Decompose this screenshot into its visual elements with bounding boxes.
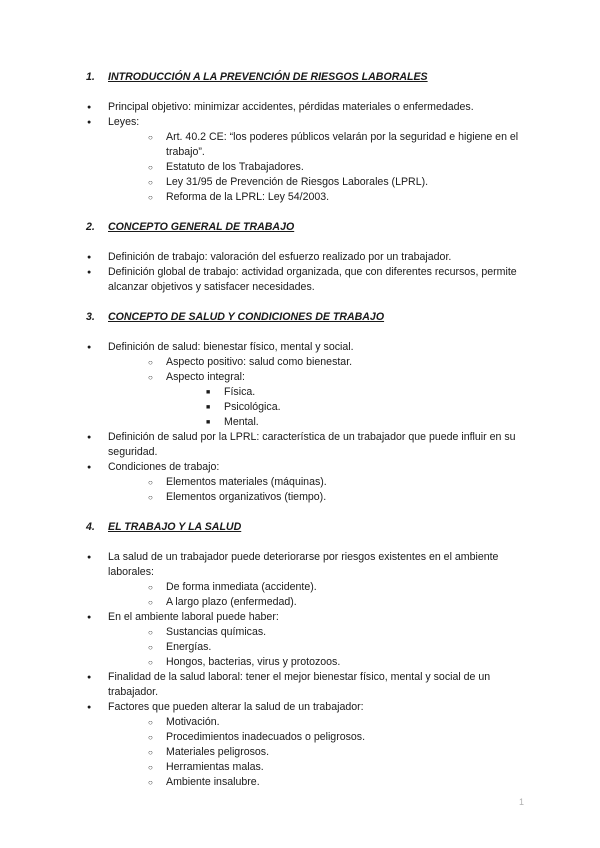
sub-list: [129, 130, 526, 205]
list-item: ● Finalidad de la salud laboral: tener el mejor bienestar físico, mental y social de un trabajador.: [86, 670, 526, 700]
list-item: ● Factores que pueden alterar la salud de un trabajador: ○ Motivación. ○ Procedimientos inadecuados o peligrosos. ○ Materiales peligrosos. ○ Herramientas malas. ○ Ambiente insalubre.: [86, 700, 526, 790]
section-title: CONCEPTO DE SALUD Y CONDICIONES DE TRABAJO: [108, 311, 385, 323]
sub-list-item: ○ Ley 31/95 de Prevención de Riesgos Laborales (LPRL).: [129, 175, 526, 190]
sub-list-item: ○ A largo plazo (enfermedad).: [129, 595, 526, 610]
section-number: 1.: [86, 71, 95, 83]
section-heading: [86, 310, 526, 325]
document-content: [86, 70, 526, 805]
sub-list: [129, 625, 526, 670]
list-item: ● Definición de salud por la LPRL: característica de un trabajador que puede influir en su seguridad.: [86, 430, 526, 460]
section-3: [86, 310, 526, 505]
sub-list-item: ○ Energías.: [129, 640, 526, 655]
section-heading: [86, 520, 526, 535]
sub-list-item: ○ Reforma de la LPRL: Ley 54/2003.: [129, 190, 526, 205]
list-item: ● La salud de un trabajador puede deteriorarse por riesgos existentes en el ambiente laborales: ○ De forma inmediata (accidente). ○ A largo plazo (enfermedad).: [86, 550, 526, 610]
section-title: EL TRABAJO Y LA SALUD: [108, 521, 242, 533]
sub-sub-list-item: ■ Psicológica.: [188, 400, 526, 415]
sub-list: [129, 580, 526, 610]
list-item: ● Definición global de trabajo: actividad organizada, que con diferentes recursos, permite alcanzar objetivos y satisfacer necesidades.: [86, 265, 526, 295]
bullet-list: [86, 340, 526, 505]
sub-list: [129, 715, 526, 790]
section-title: INTRODUCCIÓN A LA PREVENCIÓN DE RIESGOS LABORALES: [108, 71, 428, 83]
sub-sub-list-item: ■ Física.: [188, 385, 526, 400]
sub-list-item: ○ Hongos, bacterias, virus y protozoos.: [129, 655, 526, 670]
section-heading: [86, 70, 526, 85]
list-item: ● Principal objetivo: minimizar accidentes, pérdidas materiales o enfermedades.: [86, 100, 526, 115]
sub-list-item: ○ Herramientas malas.: [129, 760, 526, 775]
sub-list-item: ○ Elementos organizativos (tiempo).: [129, 490, 526, 505]
section-2: [86, 220, 526, 295]
sub-list-item: ○ Motivación.: [129, 715, 526, 730]
sub-list-item: ○ Procedimientos inadecuados o peligrosos.: [129, 730, 526, 745]
section-number: 4.: [86, 521, 95, 533]
sub-list-item: ○ Aspecto positivo: salud como bienestar.: [129, 355, 526, 370]
section-title: CONCEPTO GENERAL DE TRABAJO: [108, 221, 295, 233]
sub-list-item: ○ Art. 40.2 CE: “los poderes públicos velarán por la seguridad e higiene en el trabajo”.: [129, 130, 526, 160]
list-item: ● Definición de salud: bienestar físico, mental y social. ○ Aspecto positivo: salud como bienestar. ○ Aspecto integral: ■ Física. ■ Psicológica. ■ Mental.: [86, 340, 526, 430]
sub-list-item: ○ De forma inmediata (accidente).: [129, 580, 526, 595]
section-number: 3.: [86, 311, 95, 323]
sub-list-item: ○ Estatuto de los Trabajadores.: [129, 160, 526, 175]
sub-list: [129, 355, 526, 430]
sub-list-item: ○ Materiales peligrosos.: [129, 745, 526, 760]
sub-sub-list-item: ■ Mental.: [188, 415, 526, 430]
list-item: ● Leyes: ○ Art. 40.2 CE: “los poderes públicos velarán por la seguridad e higiene en el trabajo”. ○ Estatuto de los Trabajadores. ○ Ley 31/95 de Prevención de Riesgos Laborales (LPRL). ○ Reforma de la LPRL: Ley 54/2003.: [86, 115, 526, 205]
section-heading: [86, 220, 526, 235]
page-number: 1: [519, 797, 525, 807]
bullet-list: [86, 100, 526, 205]
bullet-list: [86, 550, 526, 790]
section-number: 2.: [86, 221, 95, 233]
bullet-list: [86, 250, 526, 295]
section-1: [86, 70, 526, 205]
sub-list-item: ○ Ambiente insalubre.: [129, 775, 526, 790]
sub-list-item: ○ Sustancias químicas.: [129, 625, 526, 640]
list-item: ● Condiciones de trabajo: ○ Elementos materiales (máquinas). ○ Elementos organizativos (tiempo).: [86, 460, 526, 505]
sub-list: [129, 475, 526, 505]
list-item: ● Definición de trabajo: valoración del esfuerzo realizado por un trabajador.: [86, 250, 526, 265]
sub-list-item: ○ Aspecto integral: ■ Física. ■ Psicológica. ■ Mental.: [129, 370, 526, 430]
section-4: [86, 520, 526, 790]
sub-list-item: ○ Elementos materiales (máquinas).: [129, 475, 526, 490]
sub-sub-list: [188, 385, 526, 430]
list-item: ● En el ambiente laboral puede haber: ○ Sustancias químicas. ○ Energías. ○ Hongos, bacterias, virus y protozoos.: [86, 610, 526, 670]
